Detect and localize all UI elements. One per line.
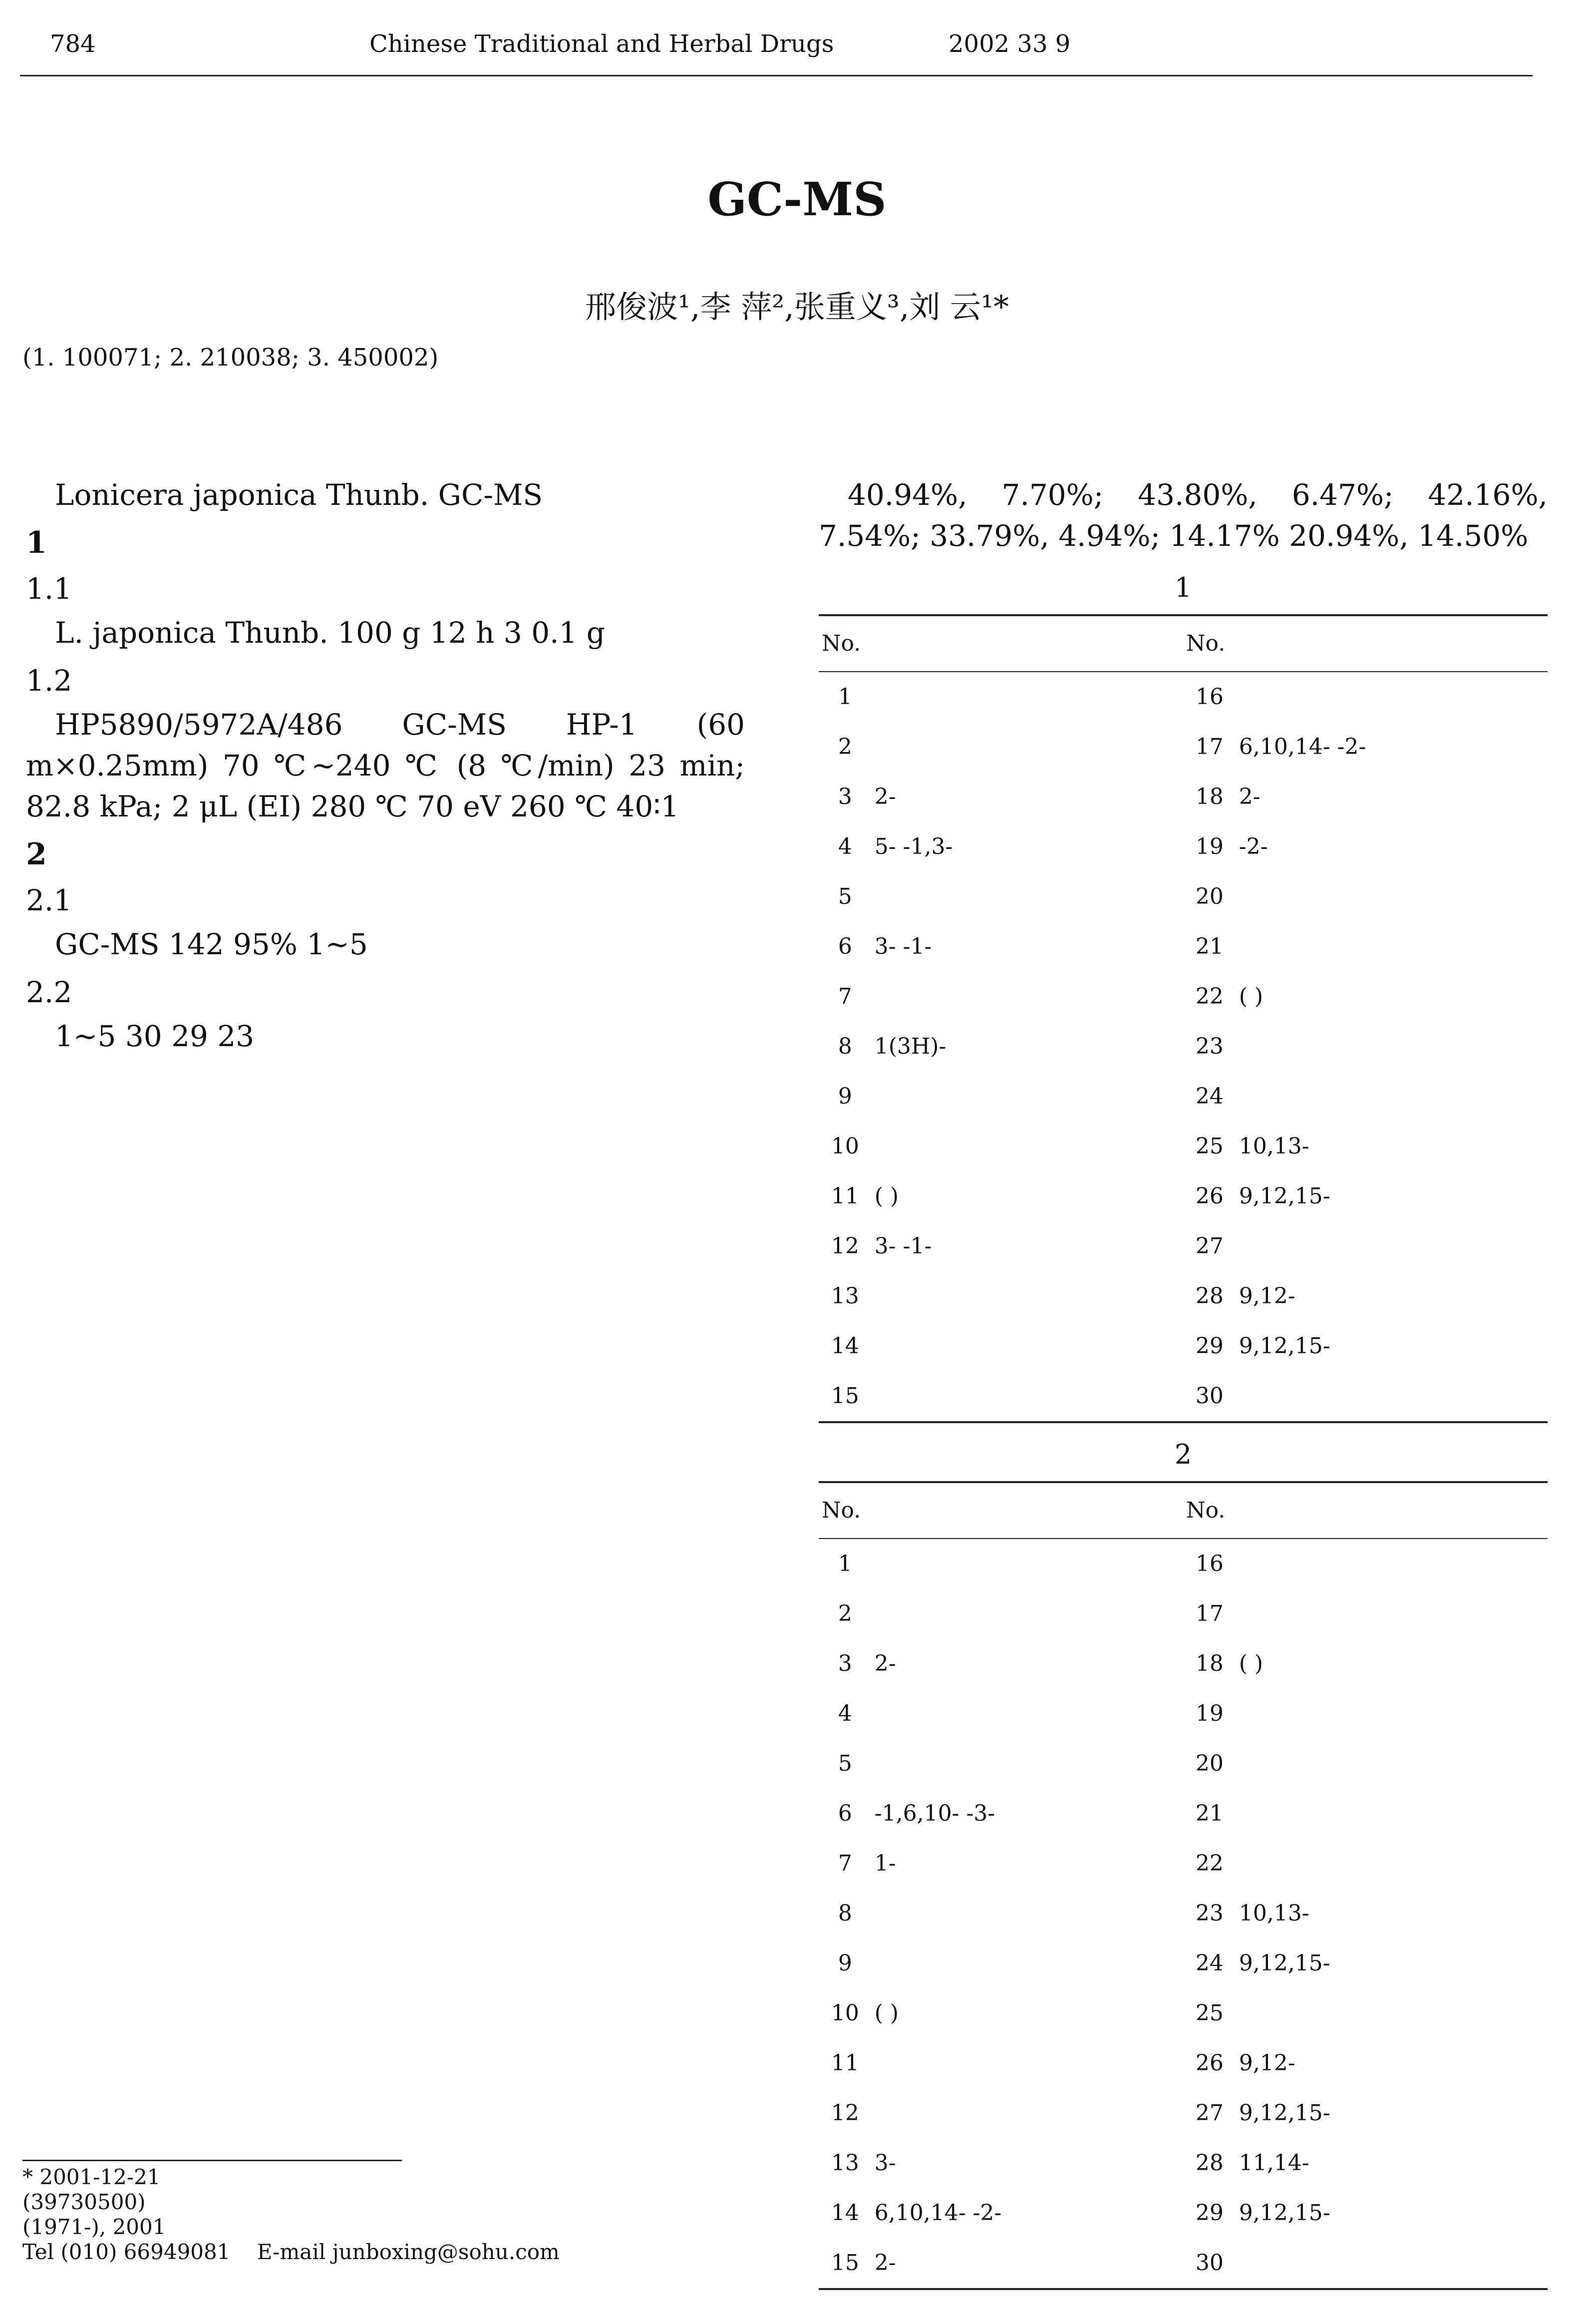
compound-number: 6	[838, 1801, 852, 1826]
table-row	[819, 1889, 1548, 1938]
right-column	[819, 474, 1548, 2290]
issue-info: 2002 33 9	[949, 30, 1071, 58]
compound-number: 16	[1195, 684, 1224, 710]
compound-name: 9,12,15-	[1239, 2200, 1330, 2226]
compound-name	[872, 672, 1183, 722]
table-1-header	[872, 615, 1183, 672]
compound-number: 9	[838, 1084, 852, 1109]
compound-name: 1(3H)-	[874, 1034, 947, 1059]
compound-name: 9,12-	[1239, 1283, 1295, 1309]
compound-number: 12	[831, 2100, 859, 2126]
compound-name	[872, 1889, 1183, 1938]
table-row	[819, 1988, 1548, 2038]
compound-number: 15	[831, 2250, 859, 2276]
compound-number: 26	[1195, 1183, 1224, 1209]
compound-number: 5	[838, 1751, 852, 1776]
compound-number: 18	[1195, 1651, 1224, 1676]
table-row	[819, 1789, 1548, 1839]
compound-name: ( )	[874, 1183, 899, 1209]
compound-name	[872, 1539, 1183, 1589]
compound-name: -2-	[1239, 834, 1268, 859]
compound-number: 17	[1195, 734, 1224, 760]
compound-name: ( )	[1239, 1651, 1264, 1676]
compound-number: 8	[838, 1901, 852, 1926]
table-1-body	[819, 672, 1548, 1422]
table-2-header: No.	[819, 1482, 872, 1539]
section-2-heading: 2	[26, 837, 47, 872]
table-row	[819, 972, 1548, 1022]
table-row	[819, 1271, 1548, 1321]
table-row	[819, 772, 1548, 822]
compound-name: 3- -1-	[874, 1233, 932, 1259]
compound-name	[872, 1589, 1183, 1639]
compound-number: 21	[1195, 934, 1224, 959]
compound-number: 14	[831, 1333, 859, 1359]
compound-number: 3	[838, 784, 852, 809]
compound-number: 1	[838, 1551, 852, 1576]
affiliations: (1. 100071; 2. 210038; 3. 450002)	[22, 344, 439, 372]
section-1-heading: 1	[26, 525, 47, 560]
header-rule	[20, 75, 1533, 76]
compound-number: 23	[1195, 1034, 1224, 1059]
compound-number: 21	[1195, 1801, 1224, 1826]
table-row	[819, 2088, 1548, 2138]
compound-number: 11	[831, 2050, 859, 2076]
compound-name	[872, 1371, 1183, 1422]
compound-name	[1236, 1539, 1548, 1589]
compound-name: 2-	[874, 1651, 896, 1676]
compound-name	[1236, 1739, 1548, 1789]
compound-name: 6,10,14- -2-	[1239, 734, 1366, 760]
compound-name	[872, 2038, 1183, 2088]
compound-name	[872, 1739, 1183, 1789]
compound-name	[872, 2088, 1183, 2138]
compound-name	[1236, 1022, 1548, 1072]
table-row	[819, 672, 1548, 722]
compound-name	[872, 1122, 1183, 1171]
table-row	[819, 1689, 1548, 1739]
table-row	[819, 872, 1548, 922]
compound-number: 22	[1195, 1851, 1224, 1876]
results-paragraph: 40.94%, 7.70%; 43.80%, 6.47%; 42.16%, 7.54%; 33.79%, 4.94%; 14.17% 20.94%, 14.50%	[819, 478, 1548, 553]
section-1-2-heading: 1.2	[26, 664, 72, 698]
compound-number: 28	[1195, 1283, 1224, 1309]
compound-name	[1236, 1589, 1548, 1639]
compound-number: 9	[838, 1950, 852, 1976]
compound-number: 15	[831, 1383, 859, 1409]
section-1-1-text: L. japonica Thunb. 100 g 12 h 3 0.1 g	[55, 616, 606, 650]
compound-number: 4	[838, 1701, 852, 1726]
table-row	[819, 1171, 1548, 1221]
compound-number: 22	[1195, 984, 1224, 1009]
compound-number: 17	[1195, 1601, 1224, 1626]
compound-number: 19	[1195, 1701, 1224, 1726]
compound-name	[1236, 1689, 1548, 1739]
table-row	[819, 722, 1548, 772]
section-1-1-heading: 1.1	[26, 572, 72, 606]
compound-number: 27	[1195, 2100, 1224, 2126]
article-title: GC-MS	[707, 172, 887, 226]
compound-number: 24	[1195, 1950, 1224, 1976]
compound-number: 10	[831, 2000, 859, 2026]
table-1-header	[1236, 615, 1548, 672]
received-date: * 2001-12-21	[22, 2165, 161, 2189]
table-2-header: No.	[1183, 1482, 1236, 1539]
table-row	[819, 822, 1548, 872]
compound-number: 11	[831, 1183, 859, 1209]
compound-number: 19	[1195, 834, 1224, 859]
compound-name: 9,12,15-	[1239, 1950, 1330, 1976]
compound-name: ( )	[1239, 984, 1264, 1009]
table-row	[819, 1321, 1548, 1371]
author-bio: (1971-), 2001	[22, 2215, 166, 2239]
compound-number: 18	[1195, 784, 1224, 809]
compound-name	[1236, 1371, 1548, 1422]
compound-name	[872, 1938, 1183, 1988]
compound-number: 3	[838, 1651, 852, 1676]
compound-name: 5- -1,3-	[874, 834, 953, 859]
compound-name	[1236, 1789, 1548, 1839]
compound-name: 9,12-	[1239, 2050, 1295, 2076]
table-2-header	[872, 1482, 1183, 1539]
table-row	[819, 1072, 1548, 1122]
table-1-header: No.	[1183, 615, 1236, 672]
table-1	[819, 614, 1548, 1423]
section-2-2-text: 1~5 30 29 23	[55, 1019, 255, 1053]
compound-number: 2	[838, 734, 852, 760]
compound-number: 28	[1195, 2150, 1224, 2176]
compound-name: 6,10,14- -2-	[874, 2200, 1002, 2226]
compound-number: 29	[1195, 1333, 1224, 1359]
table-row	[819, 1589, 1548, 1639]
compound-name	[872, 972, 1183, 1022]
compound-name	[1236, 1988, 1548, 2038]
compound-name: 10,13-	[1239, 1134, 1309, 1159]
compound-name: 3-	[874, 2150, 896, 2176]
compound-number: 1	[838, 684, 852, 710]
running-header	[0, 30, 1594, 85]
compound-number: 2	[838, 1601, 852, 1626]
compound-name: 11,14-	[1239, 2150, 1309, 2176]
intro-paragraph: Lonicera japonica Thunb. GC-MS	[55, 478, 543, 512]
compound-name	[872, 1072, 1183, 1122]
compound-number: 13	[831, 1283, 859, 1309]
table-row	[819, 1539, 1548, 1589]
table-row	[819, 1022, 1548, 1072]
table-1-header: No.	[819, 615, 872, 672]
compound-name	[1236, 922, 1548, 972]
compound-name: 2-	[1239, 784, 1261, 809]
compound-name: ( )	[874, 2000, 899, 2026]
compound-name	[872, 872, 1183, 922]
page-number: 784	[50, 30, 96, 58]
compound-number: 6	[838, 934, 852, 959]
compound-name: 3- -1-	[874, 934, 932, 959]
compound-name	[872, 1271, 1183, 1321]
compound-number: 27	[1195, 1233, 1224, 1259]
compound-name	[872, 1689, 1183, 1739]
compound-name	[872, 722, 1183, 772]
table-row	[819, 1122, 1548, 1171]
compound-name	[1236, 1839, 1548, 1889]
compound-number: 13	[831, 2150, 859, 2176]
left-column	[26, 474, 745, 1064]
compound-number: 5	[838, 884, 852, 909]
compound-number: 25	[1195, 1134, 1224, 1159]
compound-number: 23	[1195, 1901, 1224, 1926]
compound-number: 20	[1195, 884, 1224, 909]
compound-number: 8	[838, 1034, 852, 1059]
compound-name: -1,6,10- -3-	[874, 1801, 995, 1826]
table-row	[819, 1839, 1548, 1889]
compound-number: 7	[838, 984, 852, 1009]
compound-number: 10	[831, 1134, 859, 1159]
compound-name: 2-	[874, 784, 896, 809]
table-row	[819, 1371, 1548, 1422]
compound-number: 26	[1195, 2050, 1224, 2076]
compound-name: 10,13-	[1239, 1901, 1309, 1926]
table-2-caption: 2	[1174, 1439, 1192, 1470]
compound-name: 9,12,15-	[1239, 1183, 1330, 1209]
compound-number: 4	[838, 834, 852, 859]
compound-name: 1-	[874, 1851, 896, 1876]
compound-name	[1236, 1072, 1548, 1122]
table-1-caption: 1	[1174, 572, 1192, 603]
compound-number: 30	[1195, 1383, 1224, 1409]
table-row	[819, 1221, 1548, 1271]
compound-number: 20	[1195, 1751, 1224, 1776]
table-row	[819, 1938, 1548, 1988]
compound-number: 25	[1195, 2000, 1224, 2026]
compound-name: 9,12,15-	[1239, 1333, 1330, 1359]
footnotes	[22, 2165, 1520, 2265]
section-2-1-heading: 2.1	[26, 883, 72, 917]
fund-note: (39730500)	[22, 2190, 146, 2214]
compound-number: 16	[1195, 1551, 1224, 1576]
compound-number: 7	[838, 1851, 852, 1876]
compound-number: 14	[831, 2200, 859, 2226]
table-row	[819, 1639, 1548, 1689]
compound-name	[1236, 1221, 1548, 1271]
journal-name: Chinese Traditional and Herbal Drugs	[369, 30, 834, 58]
compound-name	[1236, 872, 1548, 922]
compound-number: 29	[1195, 2200, 1224, 2226]
table-row	[819, 2038, 1548, 2088]
compound-number: 12	[831, 1233, 859, 1259]
footnote-rule	[22, 2160, 402, 2161]
section-2-2-heading: 2.2	[26, 975, 72, 1009]
compound-name: 2-	[874, 2250, 896, 2276]
contact-info: Tel (010) 66949081 E-mail junboxing@sohu.com	[22, 2240, 560, 2264]
section-2-1-text: GC-MS 142 95% 1~5	[55, 927, 368, 961]
table-row	[819, 922, 1548, 972]
table-row	[819, 1739, 1548, 1789]
author-list: 邢俊波¹,李 萍²,张重义³,刘 云¹*	[585, 289, 1009, 325]
section-1-2-text: HP5890/5972A/486 GC-MS HP-1 (60 m×0.25mm) 70 ℃~240 ℃ (8 ℃/min) 23 min; 82.8 kPa; 2 μL (EI) 280 ℃ 70 eV 260 ℃ 40∶1	[26, 708, 745, 823]
compound-name: 9,12,15-	[1239, 2100, 1330, 2126]
compound-number: 24	[1195, 1084, 1224, 1109]
compound-name	[1236, 672, 1548, 722]
compound-number: 30	[1195, 2250, 1224, 2276]
table-2-header	[1236, 1482, 1548, 1539]
compound-name	[872, 1321, 1183, 1371]
